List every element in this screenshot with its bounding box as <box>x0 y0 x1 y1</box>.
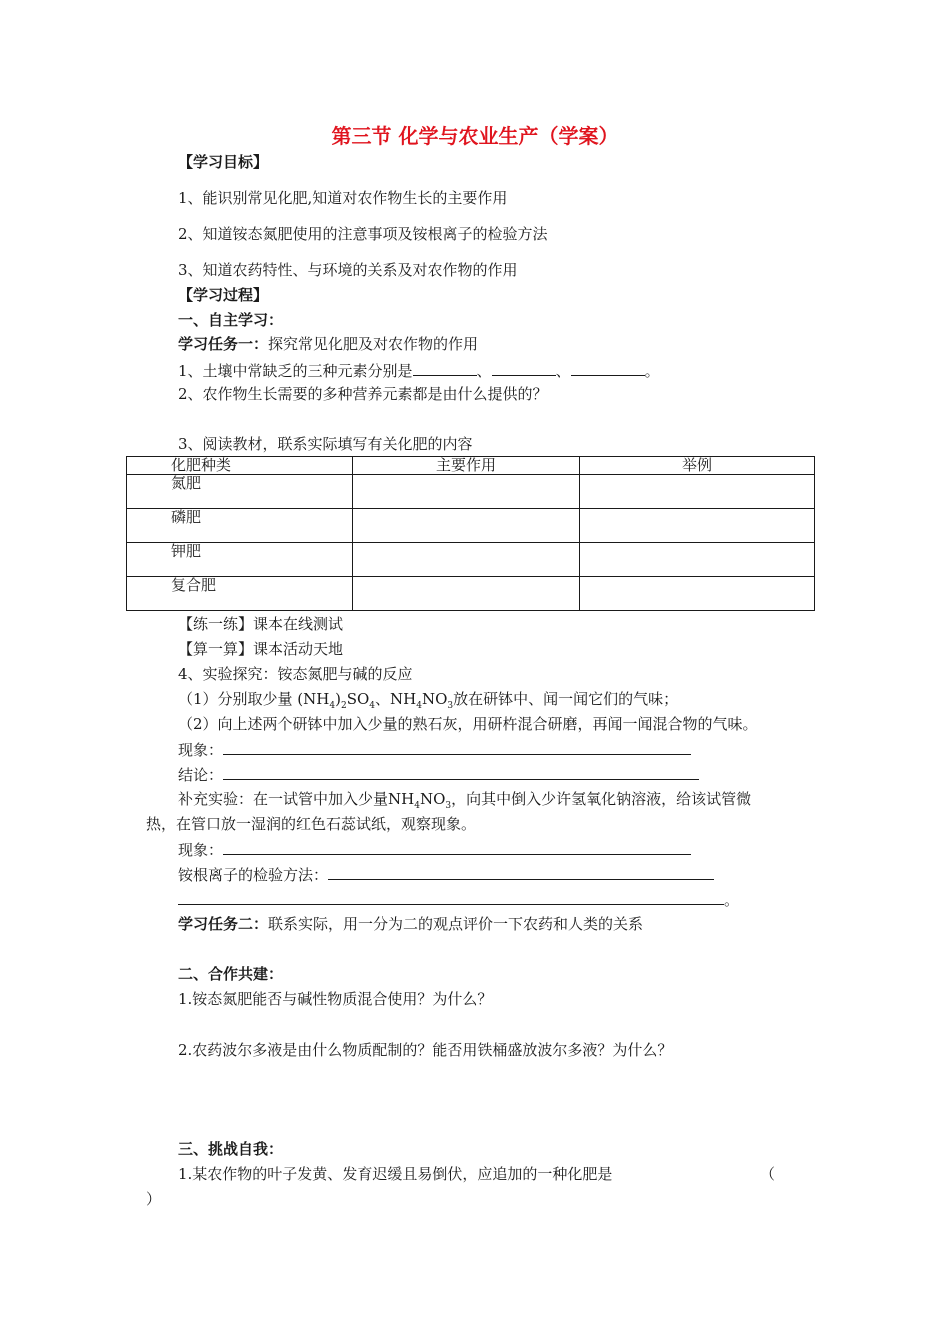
row-label: 磷肥 <box>127 509 353 543</box>
table-row <box>127 475 815 509</box>
example-cell[interactable] <box>580 475 815 509</box>
blank-element-2[interactable] <box>492 360 556 376</box>
goal-item: 3、知道农药特性、与环境的关系及对农作物的作用 <box>178 261 518 279</box>
supplementary-experiment-cont: 热，在管口放一湿润的红色石蕊试纸，观察现象。 <box>146 815 477 833</box>
section-heading: 二、合作共建： <box>178 965 284 983</box>
function-cell[interactable] <box>353 543 580 577</box>
answer-paren-open: （ <box>760 1165 776 1183</box>
question-2: 2、农作物生长需要的多种营养元素都是由什么提供的？ <box>178 385 548 403</box>
goal-item: 1、能识别常见化肥,知道对农作物生长的主要作用 <box>178 189 508 207</box>
header-example: 举例 <box>580 457 815 475</box>
row-label: 钾肥 <box>127 543 353 577</box>
task2-label: 学习任务二： <box>178 915 269 933</box>
conclusion-blank[interactable] <box>223 764 699 780</box>
example-cell[interactable] <box>580 577 815 611</box>
method-line-2: 。 <box>178 889 739 910</box>
function-cell[interactable] <box>353 475 580 509</box>
cooperation-question-1: 1.铵态氮肥能否与碱性物质混合使用？为什么？ <box>178 990 493 1008</box>
question-1: 1、土壤中常缺乏的三种元素分别是 、 、 。 <box>178 362 660 380</box>
conclusion-line: 结论： <box>178 764 699 785</box>
process-heading: 【学习过程】 <box>178 286 269 304</box>
task1-text: 探究常见化肥及对农作物的作用 <box>268 335 479 353</box>
table-row <box>127 543 815 577</box>
answer-paren-close: ） <box>146 1190 162 1208</box>
table-row <box>127 577 815 611</box>
goals-heading: 【学习目标】 <box>178 153 269 171</box>
function-cell[interactable] <box>353 577 580 611</box>
page-title: 第三节 化学与农业生产（学案） <box>331 124 619 148</box>
phenomenon-line: 现象： <box>178 739 691 760</box>
blank-element-1[interactable] <box>413 360 477 376</box>
task1-label: 学习任务一： <box>178 335 269 353</box>
phenomenon-blank[interactable] <box>223 739 691 755</box>
goal-item: 2、知道铵态氮肥使用的注意事项及铵根离子的检验方法 <box>178 225 548 243</box>
practice-line: 【练一练】课本在线测试 <box>178 615 344 633</box>
supplementary-experiment: 补充实验：在一试管中加入少量$NH_4NO_3$，向其中倒入少许氢氧化钠溶液，给该试管微 <box>178 790 752 811</box>
task1 <box>178 334 478 354</box>
calc-line: 【算一算】课本活动天地 <box>178 640 344 658</box>
task2 <box>178 914 643 934</box>
header-type: 化肥种类 <box>127 457 353 475</box>
header-function: 主要作用 <box>353 457 580 475</box>
row-label: 复合肥 <box>127 577 353 611</box>
example-cell[interactable] <box>580 543 815 577</box>
example-cell[interactable] <box>580 509 815 543</box>
phenomenon-blank-2[interactable] <box>223 839 691 855</box>
task2-text: 联系实际，用一分为二的观点评价一下农药和人类的关系 <box>268 915 644 933</box>
phenomenon-line-2: 现象： <box>178 839 691 860</box>
challenge-question-1: 1.某农作物的叶子发黄、发育迟缓且易倒伏，应追加的一种化肥是 <box>178 1165 613 1183</box>
blank-element-3[interactable] <box>571 360 645 376</box>
method-blank-2[interactable] <box>178 889 724 905</box>
table-header-row <box>127 457 815 475</box>
question-3: 3、阅读教材，联系实际填写有关化肥的内容 <box>178 435 473 453</box>
row-label: 氮肥 <box>127 475 353 509</box>
function-cell[interactable] <box>353 509 580 543</box>
table-row <box>127 509 815 543</box>
method-blank[interactable] <box>328 864 714 880</box>
experiment-step-1: （1）分别取少量 $(NH_4)_2SO_4$、$NH_4NO_3$放在研钵中、闻一闻它们的气味； <box>178 690 679 711</box>
method-line: 铵根离子的检验方法： <box>178 864 714 885</box>
section-heading: 三、挑战自我： <box>178 1140 284 1158</box>
experiment-step-2: （2）向上述两个研钵中加入少量的熟石灰，用研杵混合研磨，再闻一闻混合物的气味。 <box>178 715 758 733</box>
cooperation-question-2: 2.农药波尔多液是由什么物质配制的？能否用铁桶盛放波尔多液？为什么？ <box>178 1041 673 1059</box>
section-heading: 一、自主学习： <box>178 311 284 329</box>
fertilizer-table <box>126 456 815 611</box>
experiment-title: 4、实验探究：铵态氮肥与碱的反应 <box>178 665 413 683</box>
